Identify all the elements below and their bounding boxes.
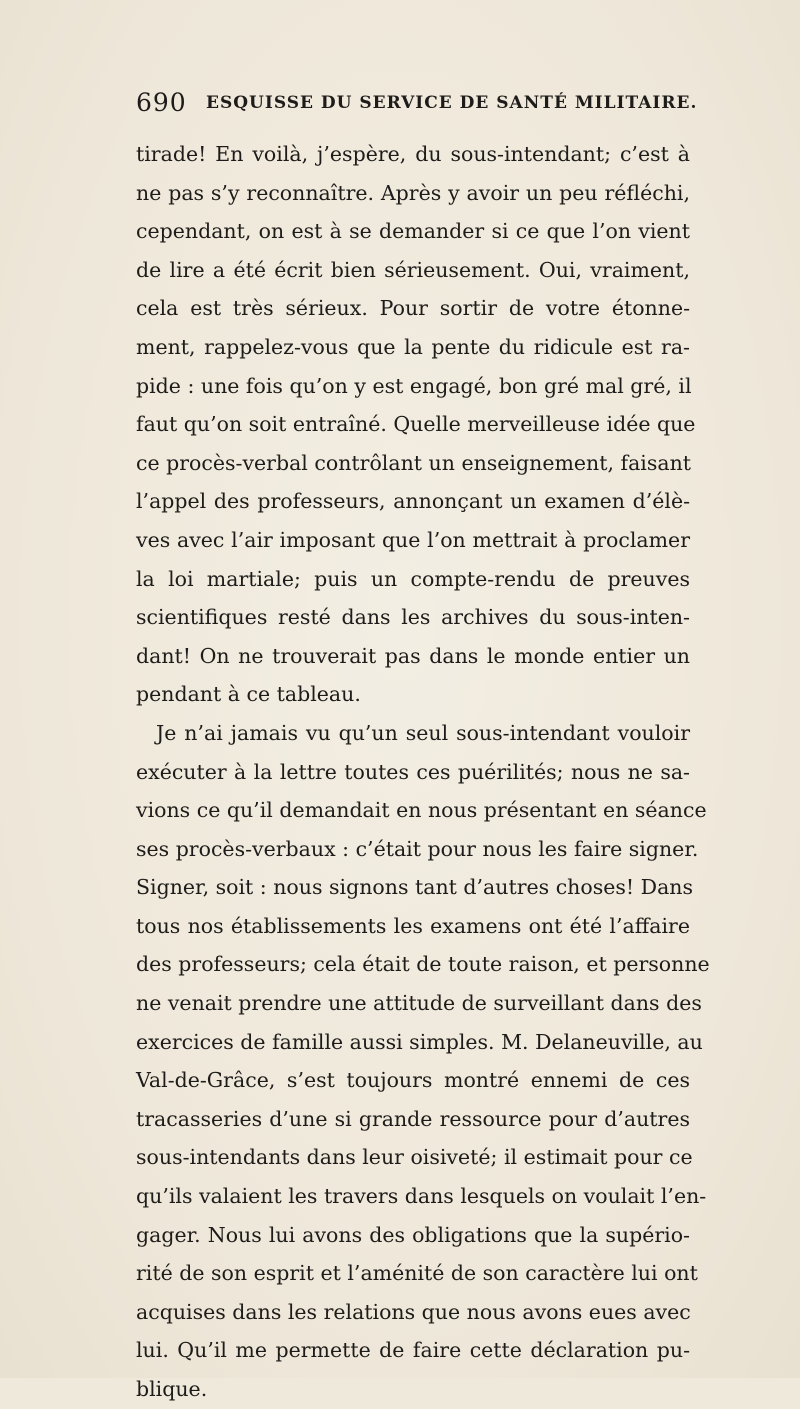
- text-line: ment, rappelez-vous que la pente du ridicule est ra-: [136, 334, 690, 359]
- text-line: scientifiques resté dans les archives du sous-inten-: [136, 605, 690, 630]
- page-number: 690: [136, 88, 187, 117]
- text-line: lui. Qu’il me permette de faire cette déclaration pu-: [136, 1338, 690, 1363]
- text-line: faut qu’on soit entraîné. Quelle merveilleuse idée que: [136, 412, 696, 437]
- text-line: rité de son esprit et l’aménité de son caractère lui ont: [136, 1261, 698, 1286]
- text-line: la loi martiale; puis un compte-rendu de preuves: [136, 566, 690, 591]
- text-line: l’appel des professeurs, annonçant un examen d’élè-: [136, 489, 690, 514]
- text-line: sous-intendants dans leur oisiveté; il estimait pour ce: [136, 1145, 693, 1170]
- page-header: [136, 88, 696, 128]
- text-line: exécuter à la lettre toutes ces puérilités; nous ne sa-: [136, 759, 690, 784]
- text-line: vions ce qu’il demandait en nous présentant en séance: [136, 798, 707, 823]
- text-line: dant! On ne trouverait pas dans le monde entier un: [136, 643, 690, 668]
- text-line: ves avec l’air imposant que l’on mettrait à proclamer: [136, 527, 690, 552]
- text-line: exercices de famille aussi simples. M. Delaneuville, au: [136, 1029, 703, 1054]
- text-line: tracasseries d’une si grande ressource pour d’autres: [136, 1106, 690, 1131]
- running-head: ESQUISSE DU SERVICE DE SANTÉ MILITAIRE.: [206, 93, 698, 113]
- text-line: tirade! En voilà, j’espère, du sous-intendant; c’est à: [136, 142, 690, 166]
- text-line: de lire a été écrit bien sérieusement. Oui, vraiment,: [136, 257, 690, 282]
- text-line: pide : une fois qu’on y est engagé, bon gré mal gré, il: [136, 373, 692, 398]
- body-text: [136, 135, 710, 1409]
- text-line: Signer, soit : nous signons tant d’autres choses! Dans: [136, 875, 694, 900]
- text-line: ne venait prendre une attitude de surveillant dans des: [136, 991, 702, 1016]
- text-line: des professeurs; cela était de toute raison, et personne: [136, 952, 710, 977]
- text-line: ses procès-verbaux : c’était pour nous les faire signer.: [136, 836, 699, 861]
- paragraph-start-line: Je n’ai jamais vu qu’un seul sous-intendant vouloir: [156, 720, 690, 745]
- text-line: Val-de-Grâce, s’est toujours montré ennemi de ces: [136, 1068, 690, 1093]
- text-line: cependant, on est à se demander si ce que l’on vient: [136, 219, 690, 244]
- text-line: qu’ils valaient les travers dans lesquels on voulait l’en-: [136, 1184, 707, 1209]
- text-line: ne pas s’y reconnaître. Après y avoir un peu réfléchi,: [136, 180, 690, 205]
- text-line: ce procès-verbal contrôlant un enseignement, faisant: [136, 450, 692, 475]
- text-line: tous nos établissements les examens ont été l’affaire: [136, 913, 690, 938]
- paragraph-end-line: blique.: [136, 1377, 208, 1401]
- text-line: acquises dans les relations que nous avons eues avec: [136, 1299, 691, 1324]
- text-line: gager. Nous lui avons des obligations que la supério-: [136, 1222, 690, 1247]
- text-line: cela est très sérieux. Pour sortir de votre étonne-: [136, 296, 690, 321]
- paragraph-end-line: pendant à ce tableau.: [136, 682, 361, 707]
